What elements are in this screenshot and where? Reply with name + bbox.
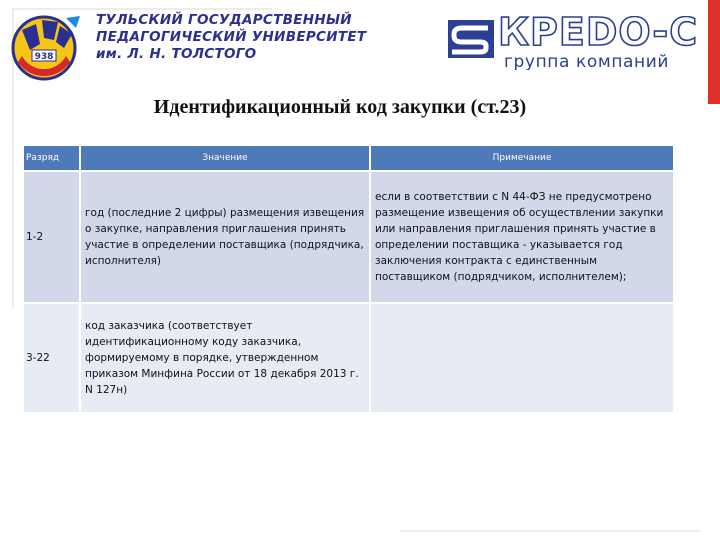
table-row <box>24 171 674 303</box>
table-header-row <box>24 146 674 171</box>
university-name <box>96 12 386 63</box>
university-emblem-icon <box>6 10 88 82</box>
column-header-rank: Разряд <box>24 146 80 171</box>
code-structure-table <box>24 146 675 412</box>
cell-rank: 1-2 <box>24 171 80 303</box>
column-header-value: Значение <box>80 146 370 171</box>
cell-rank: 3-22 <box>24 303 80 412</box>
cell-value: год (последние 2 цифры) размещения извещения о закупке, направления приглашения принять участие в определении поставщика (подрядчика, исполнителя) <box>80 171 370 303</box>
cell-value: код заказчика (соответствует идентификационному коду заказчика, формируемому в порядке, утвержденном приказом Минфина России от 18 декабря 2013 г. N 127н) <box>80 303 370 412</box>
logo-year: 938 <box>34 52 54 62</box>
partner-subtitle: группа компаний <box>504 52 670 70</box>
university-name-line2: ПЕДАГОГИЧЕСКИЙ УНИВЕРСИТЕТ <box>96 29 367 45</box>
university-name-line3: им. Л. Н. ТОЛСТОГО <box>96 46 257 62</box>
table-row <box>24 303 674 412</box>
partner-logo <box>448 16 720 70</box>
page-title: Идентификационный код закупки (ст.23) <box>153 96 527 118</box>
cell-note: если в соответствии с N 44-ФЗ не предусмотрено размещение извещения об осуществлении закупки или направления приглашения принять участие в определении поставщика - указывается год заключения контракта с единственным поставщиком (подрядчиком, исполнителем); <box>370 171 674 303</box>
kredo-s-icon <box>448 20 494 58</box>
cell-note <box>370 303 674 412</box>
university-name-line1: ТУЛЬСКИЙ ГОСУДАРСТВЕННЫЙ <box>96 12 352 28</box>
column-header-note: Примечание <box>370 146 674 171</box>
partner-name: КРЕDO-С <box>498 16 699 54</box>
decorative-frame-bottom <box>400 530 700 532</box>
